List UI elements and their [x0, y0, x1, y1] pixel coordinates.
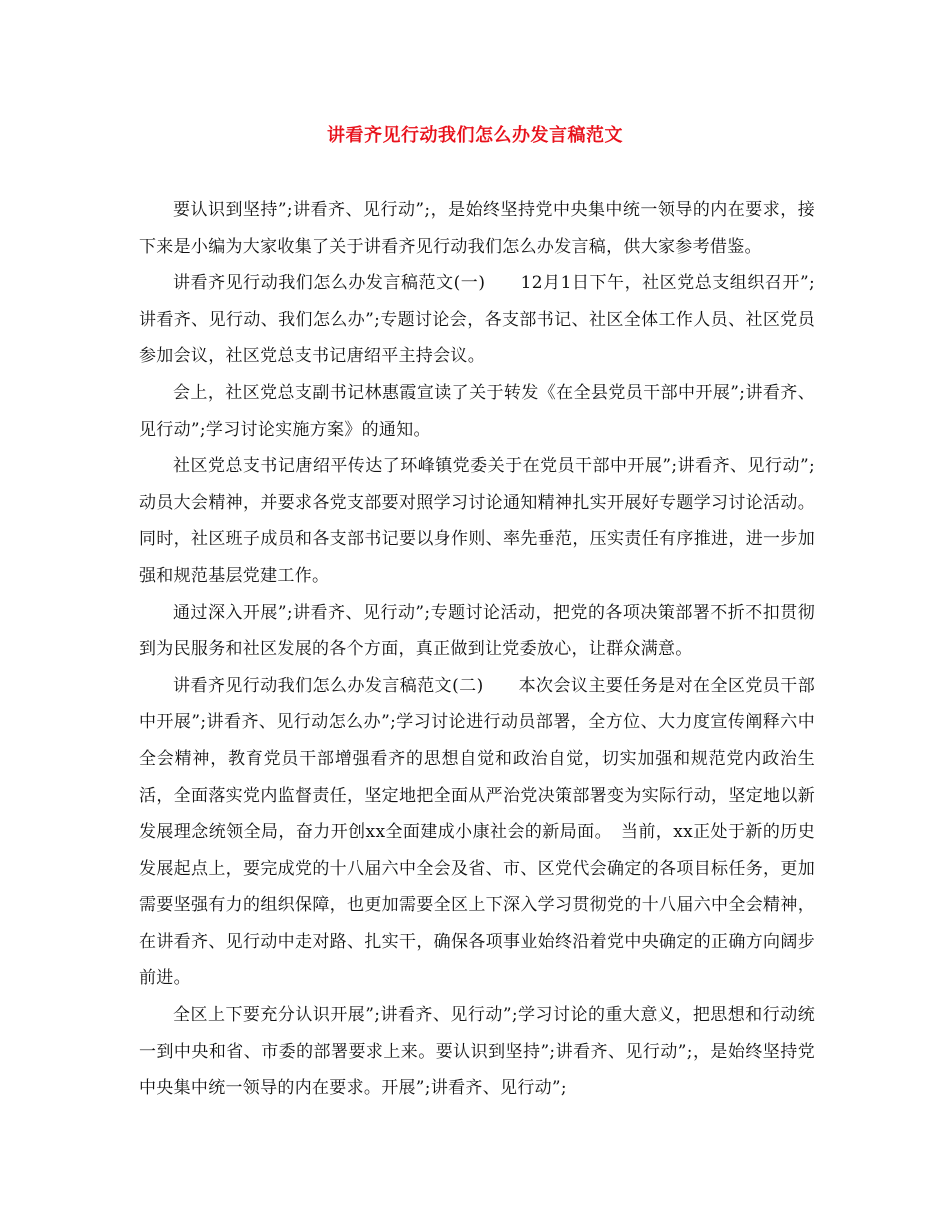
paragraph-intro: 要认识到坚持”;讲看齐、见行动”;，是始终坚持党中央集中统一领导的内在要求，接下来是小编为大家收集了关于讲看齐见行动我们怎么办发言稿，供大家参考借鉴。 — [139, 200, 815, 257]
paragraph-mobilization: 社区党总支书记唐绍平传达了环峰镇党委关于在党员干部中开展”;讲看齐、见行动”;动员大会精神，并要求各党支部要对照学习讨论通知精神扎实开展好专题学习讨论活动。同时，社区班子成员和各支部书记要以身作则、率先垂范，压实责任有序推进，进一步加强和规范基层党建工作。 — [139, 456, 815, 586]
paragraph-discussion: 通过深入开展”;讲看齐、见行动”;专题讨论活动，把党的各项决策部署不折不扣贯彻到为民服务和社区发展的各个方面，真正做到让党委放心，让群众满意。 — [139, 602, 815, 660]
paragraph-sample-two: 讲看齐见行动我们怎么办发言稿范文(二) 本次会议主要任务是对在全区党员干部中开展”;讲看齐、见行动怎么办”;学习讨论进行动员部署，全方位、大力度宣传阐释六中全会精神，教育党员干部增强看齐的思想自觉和政治自觉，切实加强和规范党内政治生活，全面落实党内监督责任，坚定地把全面从严治党决策部署变为实际行动，坚定地以新发展理念统领全局，奋力开创xx全面建成小康社会的新局面。 当前，xx正处于新的历史发展起点上，要完成党的十八届六中全会及省、市、区党代会确定的各项目标任务，更加需要坚强有力的组织保障，也更加需要全区上下深入学习贯彻党的十八届六中全会精神，在讲看齐、见行动中走对路、扎实干，确保各项事业始终沿着党中央确定的正确方向阔步前进。 — [139, 675, 815, 989]
paragraph-significance: 全区上下要充分认识开展”;讲看齐、见行动”;学习讨论的重大意义，把思想和行动统一到中央和省、市委的部署要求上来。要认识到坚持”;讲看齐、见行动”;，是始终坚持党中央集中统一领导的内在要求。开展”;讲看齐、见行动”; — [139, 1005, 815, 1099]
paragraph-meeting: 会上，社区党总支副书记林惠霞宣读了关于转发《在全县党员干部中开展”;讲看齐、见行动”;学习讨论实施方案》的通知。 — [139, 382, 815, 440]
document-title: 讲看齐见行动我们怎么办发言稿范文 — [327, 125, 623, 146]
paragraph-sample-one: 讲看齐见行动我们怎么办发言稿范文(一) 12月1日下午，社区党总支组织召开”;讲看齐、见行动、我们怎么办”;专题讨论会，各支部书记、社区全体工作人员、社区党员参加会议，社区党总支书记唐绍平主持会议。 — [139, 273, 815, 367]
document-body — [139, 192, 815, 1107]
